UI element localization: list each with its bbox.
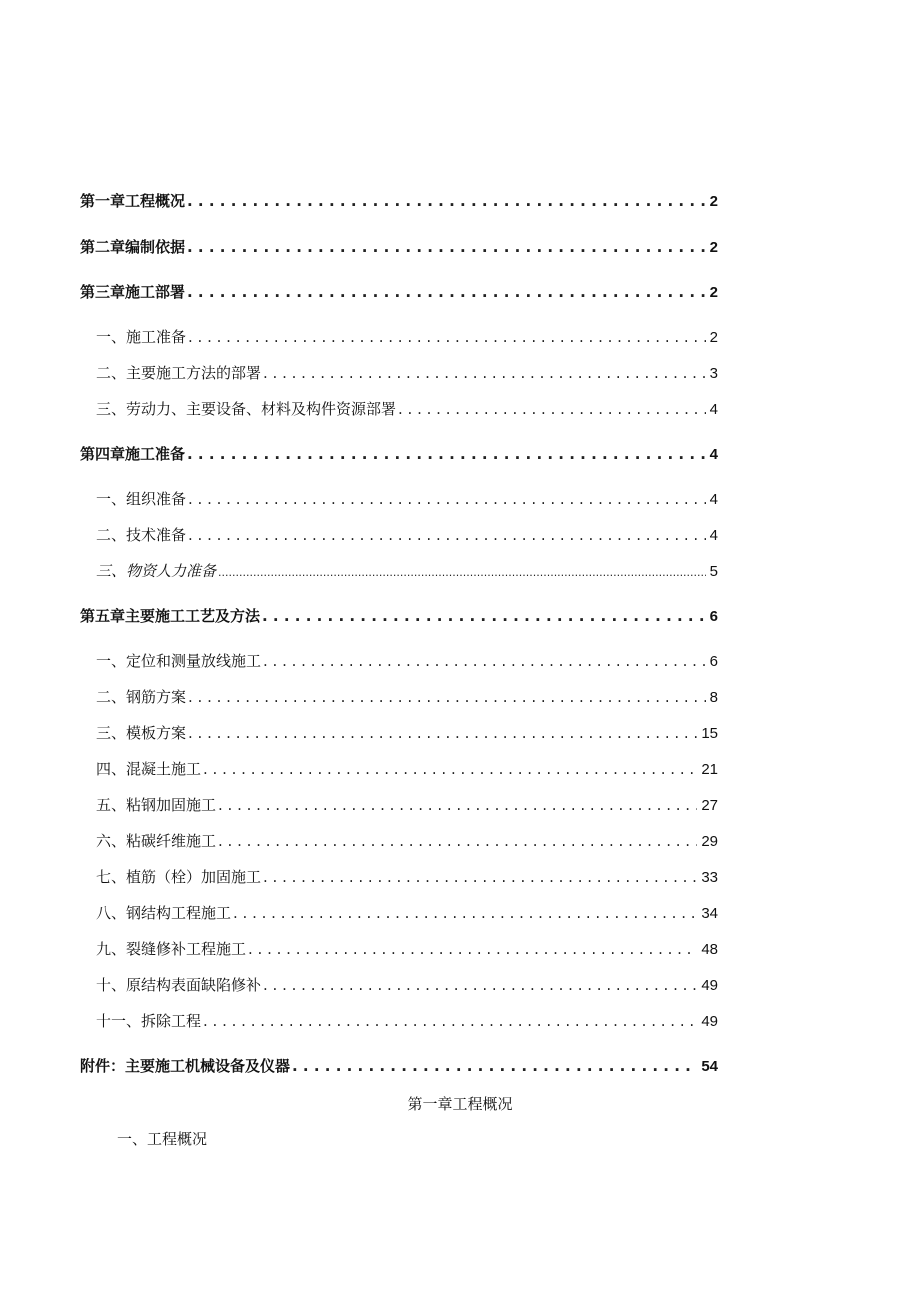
toc-title: 二、钢筋方案	[96, 688, 187, 706]
toc-title: 九、裂缝修补工程施工	[96, 940, 247, 958]
toc-page-number: 2	[709, 239, 718, 256]
toc-page-number: 4	[709, 446, 718, 463]
toc-leader-dots	[292, 1054, 697, 1078]
toc-leader-dots	[188, 325, 706, 349]
toc-page-number: 34	[701, 905, 718, 922]
toc-title: 三、物资人力准备	[96, 562, 217, 580]
toc-page-number: 54	[701, 1058, 718, 1075]
toc-entry-chapter-2[interactable]	[80, 235, 718, 259]
toc-leader-dots	[188, 523, 706, 547]
toc-entry-section[interactable]	[96, 361, 718, 385]
toc-entry-section[interactable]	[96, 937, 718, 961]
toc-page-number: 33	[701, 869, 718, 886]
toc-title: 三、劳动力、主要设备、材料及构件资源部署	[96, 400, 397, 418]
toc-leader-dots	[187, 280, 706, 304]
toc-page-number: 4	[709, 491, 718, 508]
toc-page-number: 5	[709, 563, 718, 580]
toc-page-number: 4	[709, 401, 718, 418]
toc-entry-section[interactable]	[96, 559, 718, 583]
toc-leader-dots	[218, 793, 697, 817]
toc-leader-dots	[233, 901, 697, 925]
toc-leader-dots	[188, 721, 697, 745]
toc-title: 附件：主要施工机械设备及仪器	[80, 1057, 291, 1075]
toc-entry-section[interactable]	[96, 523, 718, 547]
toc-leader-dots	[263, 973, 697, 997]
toc-title: 三、模板方案	[96, 724, 187, 742]
toc-page-number: 2	[709, 329, 718, 346]
toc-leader-dots	[263, 865, 697, 889]
toc-title: 第二章编制依据	[80, 238, 186, 256]
toc-leader-dots	[263, 649, 706, 673]
toc-entry-chapter-5[interactable]	[80, 604, 718, 628]
toc-entry-section[interactable]	[96, 325, 718, 349]
toc-page-number: 49	[701, 977, 718, 994]
toc-leader-dots	[187, 235, 706, 259]
toc-entry-chapter-4[interactable]	[80, 442, 718, 466]
toc-leader-dots	[187, 442, 706, 466]
toc-title: 第四章施工准备	[80, 445, 186, 463]
toc-title: 第五章主要施工工艺及方法	[80, 607, 261, 625]
toc-entry-section[interactable]	[96, 829, 718, 853]
toc-leader-dots	[248, 937, 697, 961]
toc-entry-section[interactable]	[96, 901, 718, 925]
toc-page-number: 27	[701, 797, 718, 814]
toc-title: 第一章工程概况	[80, 192, 186, 210]
toc-page-number: 2	[709, 193, 718, 210]
toc-title: 七、植筋（栓）加固施工	[96, 868, 262, 886]
toc-leader-dots	[262, 604, 706, 628]
toc-entry-section[interactable]	[96, 757, 718, 781]
toc-entry-section[interactable]	[96, 865, 718, 889]
section-heading: 一、工程概况	[117, 1130, 208, 1148]
toc-title: 一、定位和测量放线施工	[96, 652, 262, 670]
toc-title: 八、钢结构工程施工	[96, 904, 232, 922]
toc-entry-section[interactable]	[96, 649, 718, 673]
toc-page-number: 6	[709, 653, 718, 670]
toc-entry-appendix[interactable]	[80, 1054, 718, 1078]
toc-entry-chapter-1[interactable]	[80, 189, 718, 213]
chapter-heading: 第一章工程概况	[407, 1095, 513, 1113]
toc-leader-dots	[187, 189, 706, 213]
toc-leader-dots	[188, 487, 706, 511]
toc-title: 二、技术准备	[96, 526, 187, 544]
toc-title: 二、主要施工方法的部署	[96, 364, 262, 382]
toc-title: 五、粘钢加固施工	[96, 796, 217, 814]
toc-page-number: 29	[701, 833, 718, 850]
toc-leader-dots	[203, 1009, 697, 1033]
toc-entry-section[interactable]	[96, 973, 718, 997]
toc-leader-dots	[398, 397, 706, 421]
toc-title: 第三章施工部署	[80, 283, 186, 301]
toc-leader-dots	[218, 561, 706, 585]
toc-entry-section[interactable]	[96, 685, 718, 709]
toc-entry-section[interactable]	[96, 1009, 718, 1033]
toc-page-number: 48	[701, 941, 718, 958]
toc-title: 一、施工准备	[96, 328, 187, 346]
toc-entry-section[interactable]	[96, 397, 718, 421]
toc-page-number: 15	[701, 725, 718, 742]
toc-page-number: 2	[709, 284, 718, 301]
toc-entry-section[interactable]	[96, 721, 718, 745]
toc-leader-dots	[218, 829, 697, 853]
toc-page-number: 8	[709, 689, 718, 706]
toc-page-number: 49	[701, 1013, 718, 1030]
toc-entry-section[interactable]	[96, 487, 718, 511]
toc-page-number: 6	[709, 608, 718, 625]
toc-title: 四、混凝土施工	[96, 760, 202, 778]
toc-entry-chapter-3[interactable]	[80, 280, 718, 304]
toc-page-number: 4	[709, 527, 718, 544]
toc-leader-dots	[203, 757, 697, 781]
toc-title: 一、组织准备	[96, 490, 187, 508]
toc-entry-section[interactable]	[96, 793, 718, 817]
toc-title: 十、原结构表面缺陷修补	[96, 976, 262, 994]
toc-leader-dots	[188, 685, 706, 709]
toc-title: 六、粘碳纤维施工	[96, 832, 217, 850]
toc-page-number: 21	[701, 761, 718, 778]
toc-title: 十一、拆除工程	[96, 1012, 202, 1030]
toc-leader-dots	[263, 361, 706, 385]
toc-page-number: 3	[709, 365, 718, 382]
